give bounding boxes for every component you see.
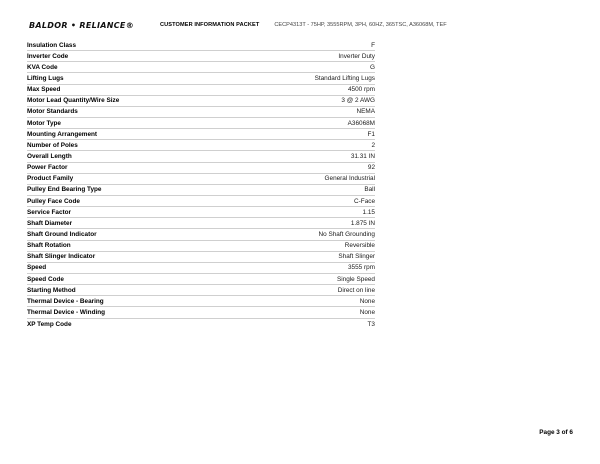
spec-row: [27, 140, 375, 151]
spec-row: [27, 285, 375, 296]
spec-value: A36068M: [347, 119, 375, 127]
spec-value: 1.15: [362, 208, 375, 216]
spec-label: Motor Standards: [27, 108, 78, 116]
spec-label: Insulation Class: [27, 41, 77, 49]
spec-row: [27, 85, 375, 96]
spec-value: G: [370, 63, 375, 71]
spec-row: [27, 196, 375, 207]
spec-label: Pulley Face Code: [27, 197, 80, 205]
spec-label: Thermal Device - Bearing: [27, 297, 104, 305]
spec-row: [27, 319, 375, 330]
spec-value: 3555 rpm: [348, 264, 375, 272]
spec-row: [27, 51, 375, 62]
spec-value: 3 @ 2 AWG: [341, 97, 375, 105]
spec-label: Shaft Ground Indicator: [27, 230, 97, 238]
spec-value: 4500 rpm: [348, 86, 375, 94]
product-spec-line: CECP4313T - 75HP, 3555RPM, 3PH, 60HZ, 365TSC, A36068M, TEF: [274, 22, 447, 28]
spec-label: Number of Poles: [27, 141, 78, 149]
spec-value: NEMA: [356, 108, 375, 116]
spec-row: [27, 151, 375, 162]
specification-table: [27, 40, 375, 330]
spec-value: None: [359, 308, 375, 316]
spec-value: Direct on line: [337, 286, 375, 294]
spec-label: Lifting Lugs: [27, 74, 64, 82]
spec-value: 31.31 IN: [350, 152, 375, 160]
spec-value: General Industrial: [324, 175, 375, 183]
spec-row: [27, 40, 375, 51]
spec-value: F1: [367, 130, 375, 138]
spec-row: [27, 174, 375, 185]
spec-value: Shaft Slinger: [338, 253, 375, 261]
spec-label: Service Factor: [27, 208, 72, 216]
spec-label: Inverter Code: [27, 52, 69, 60]
spec-row: [27, 129, 375, 140]
spec-value: None: [359, 297, 375, 305]
spec-value: 2: [371, 141, 375, 149]
spec-row: [27, 96, 375, 107]
spec-value: Inverter Duty: [338, 52, 375, 60]
spec-value: 92: [367, 164, 375, 172]
spec-value: C-Face: [354, 197, 375, 205]
spec-row: [27, 263, 375, 274]
spec-label: KVA Code: [27, 63, 58, 71]
spec-row: [27, 185, 375, 196]
packet-title: CUSTOMER INFORMATION PACKET: [160, 22, 260, 28]
spec-label: Motor Type: [27, 119, 61, 127]
spec-row: [27, 207, 375, 218]
spec-row: [27, 274, 375, 285]
spec-value: T3: [367, 320, 375, 328]
spec-label: Thermal Device - Winding: [27, 308, 106, 316]
spec-label: Shaft Slinger Indicator: [27, 253, 96, 261]
spec-label: Product Family: [27, 175, 74, 183]
spec-row: [27, 252, 375, 263]
spec-label: Shaft Rotation: [27, 242, 71, 250]
spec-label: XP Temp Code: [27, 320, 72, 328]
spec-label: Shaft Diameter: [27, 219, 73, 227]
spec-value: F: [371, 41, 375, 49]
spec-row: [27, 163, 375, 174]
page-header: [29, 19, 447, 31]
brand-logo: BALDOR • RELIANCE®: [29, 20, 134, 30]
spec-label: Speed: [27, 264, 47, 272]
spec-row: [27, 218, 375, 229]
spec-row: [27, 296, 375, 307]
spec-value: Standard Lifting Lugs: [314, 74, 375, 82]
spec-value: Ball: [364, 186, 375, 194]
spec-label: Mounting Arrangement: [27, 130, 98, 138]
spec-label: Power Factor: [27, 164, 68, 172]
spec-label: Max Speed: [27, 86, 61, 94]
spec-value: No Shaft Grounding: [318, 230, 375, 238]
spec-label: Starting Method: [27, 286, 76, 294]
spec-label: Motor Lead Quantity/Wire Size: [27, 97, 120, 105]
spec-label: Speed Code: [27, 275, 64, 283]
spec-row: [27, 62, 375, 73]
spec-value: 1.875 IN: [350, 219, 375, 227]
spec-row: [27, 118, 375, 129]
spec-row: [27, 307, 375, 318]
spec-row: [27, 229, 375, 240]
spec-row: [27, 107, 375, 118]
spec-label: Pulley End Bearing Type: [27, 186, 102, 194]
spec-label: Overall Length: [27, 152, 72, 160]
page-number: Page 3 of 6: [539, 429, 573, 436]
spec-value: Single Speed: [336, 275, 375, 283]
spec-row: [27, 73, 375, 84]
spec-value: Reversible: [344, 242, 375, 250]
spec-row: [27, 241, 375, 252]
